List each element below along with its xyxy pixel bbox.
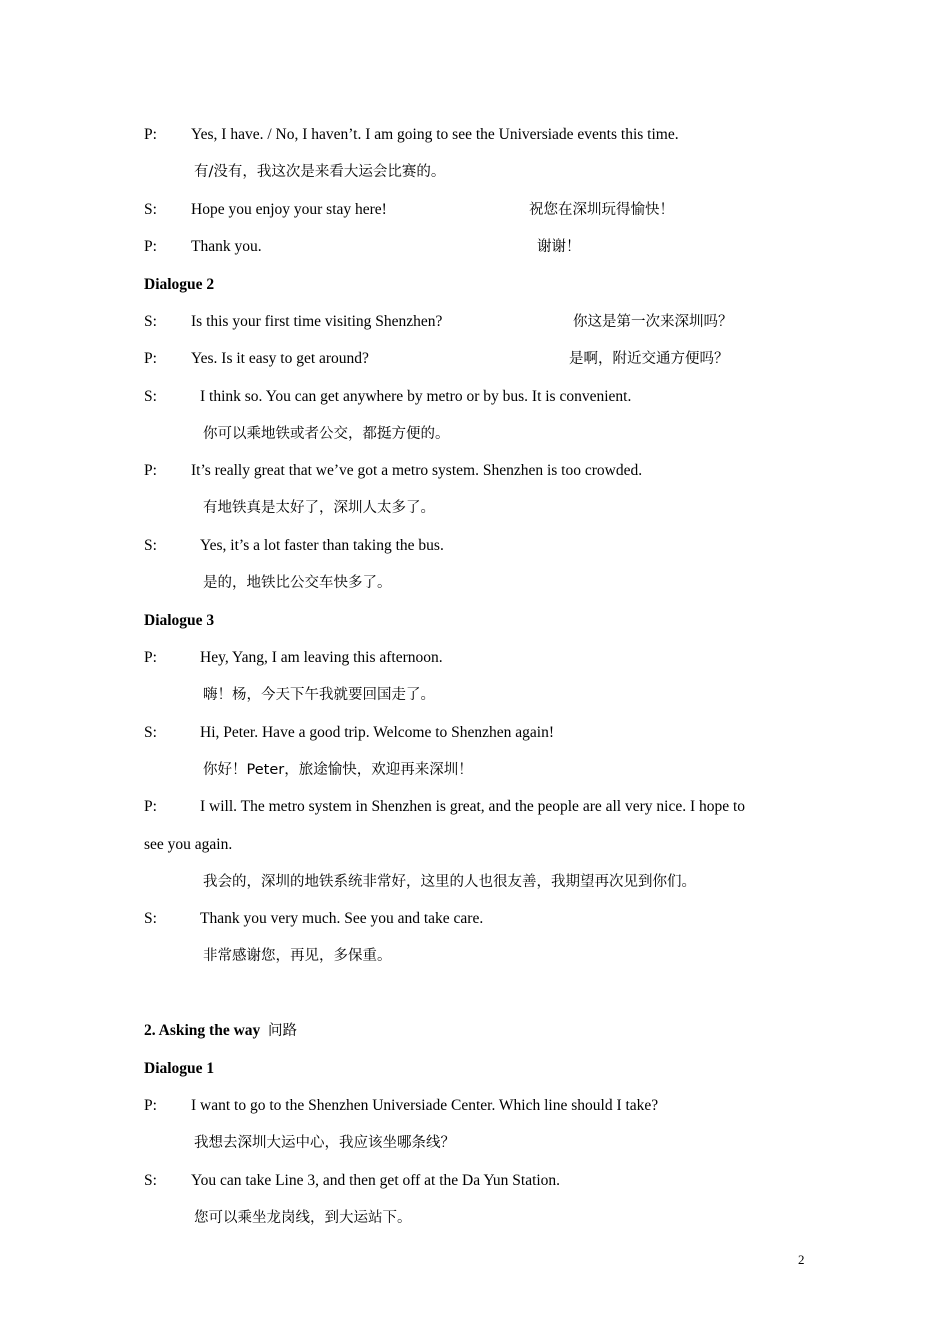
speaker-label: P: xyxy=(144,126,157,143)
chinese-line: 我会的，深圳的地铁系统非常好，这里的人也很友善，我期望再次见到你们。 xyxy=(203,874,696,890)
dialogue-title: Dialogue 3 xyxy=(144,612,215,629)
chinese-line: 我想去深圳大运中心，我应该坐哪条线？ xyxy=(194,1135,455,1151)
english-line: I will. The metro system in Shenzhen is great, and the people are all very nice. I hope to xyxy=(200,798,746,815)
english-line: Hope you enjoy your stay here! xyxy=(191,201,387,218)
speaker-label: P: xyxy=(144,350,157,367)
chinese-line: 是啊，附近交通方便吗？ xyxy=(569,351,729,367)
chinese-line: 有/没有，我这次是来看大运会比赛的。 xyxy=(194,164,446,180)
section-heading xyxy=(144,1021,297,1041)
page-number: 2 xyxy=(798,1252,805,1267)
speaker-label: P: xyxy=(144,462,157,479)
chinese-line: 你好！Peter，旅途愉快，欢迎再来深圳！ xyxy=(203,762,473,778)
chinese-line: 谢谢！ xyxy=(537,239,581,255)
english-line: Is this your first time visiting Shenzhen? xyxy=(191,313,443,330)
dialogue-title: Dialogue 2 xyxy=(144,276,215,293)
chinese-line: 您可以乘坐龙岗线，到大运站下。 xyxy=(194,1210,412,1226)
chinese-line: 有地铁真是太好了，深圳人太多了。 xyxy=(203,500,435,516)
speaker-label: P: xyxy=(144,1097,157,1114)
speaker-label: S: xyxy=(144,388,157,405)
chinese-line: 非常感谢您，再见，多保重。 xyxy=(203,948,392,964)
speaker-label: S: xyxy=(144,537,157,554)
speaker-label: S: xyxy=(144,313,157,330)
chinese-line: 祝您在深圳玩得愉快！ xyxy=(529,202,674,218)
speaker-label: S: xyxy=(144,1172,157,1189)
speaker-label: P: xyxy=(144,649,157,666)
english-line: Hey, Yang, I am leaving this afternoon. xyxy=(200,649,443,666)
english-line: Thank you very much. See you and take care. xyxy=(200,910,484,927)
speaker-label: S: xyxy=(144,910,157,927)
english-line: Hi, Peter. Have a good trip. Welcome to Shenzhen again! xyxy=(200,724,555,741)
chinese-line: 你这是第一次来深圳吗？ xyxy=(573,314,733,330)
dialogue-title: Dialogue 1 xyxy=(144,1060,215,1077)
section-heading-zh: 问路 xyxy=(268,1023,298,1039)
speaker-label: P: xyxy=(144,798,157,815)
speaker-label: S: xyxy=(144,201,157,218)
english-line: Yes. Is it easy to get around? xyxy=(191,350,369,367)
english-line: I think so. You can get anywhere by metro or by bus. It is convenient. xyxy=(200,388,632,405)
chinese-line: 是的，地铁比公交车快多了。 xyxy=(203,575,392,591)
chinese-line: 你可以乘地铁或者公交，都挺方便的。 xyxy=(203,426,450,442)
english-line: Yes, I have. / No, I haven’t. I am going to see the Universiade events this time. xyxy=(191,126,679,143)
english-line: I want to go to the Shenzhen Universiade Center. Which line should I take? xyxy=(191,1097,659,1114)
speaker-label: P: xyxy=(144,238,157,255)
speaker-label: S: xyxy=(144,724,157,741)
section-heading-en: 2. Asking the way xyxy=(144,1022,261,1039)
english-line: Thank you. xyxy=(191,238,262,255)
english-line: You can take Line 3, and then get off at the Da Yun Station. xyxy=(191,1172,561,1189)
english-line: Yes, it’s a lot faster than taking the bus. xyxy=(200,537,444,554)
english-line: It’s really great that we’ve got a metro system. Shenzhen is too crowded. xyxy=(191,462,643,479)
english-line-continued: see you again. xyxy=(144,836,233,853)
chinese-line: 嗨！杨，今天下午我就要回国走了。 xyxy=(203,687,435,703)
